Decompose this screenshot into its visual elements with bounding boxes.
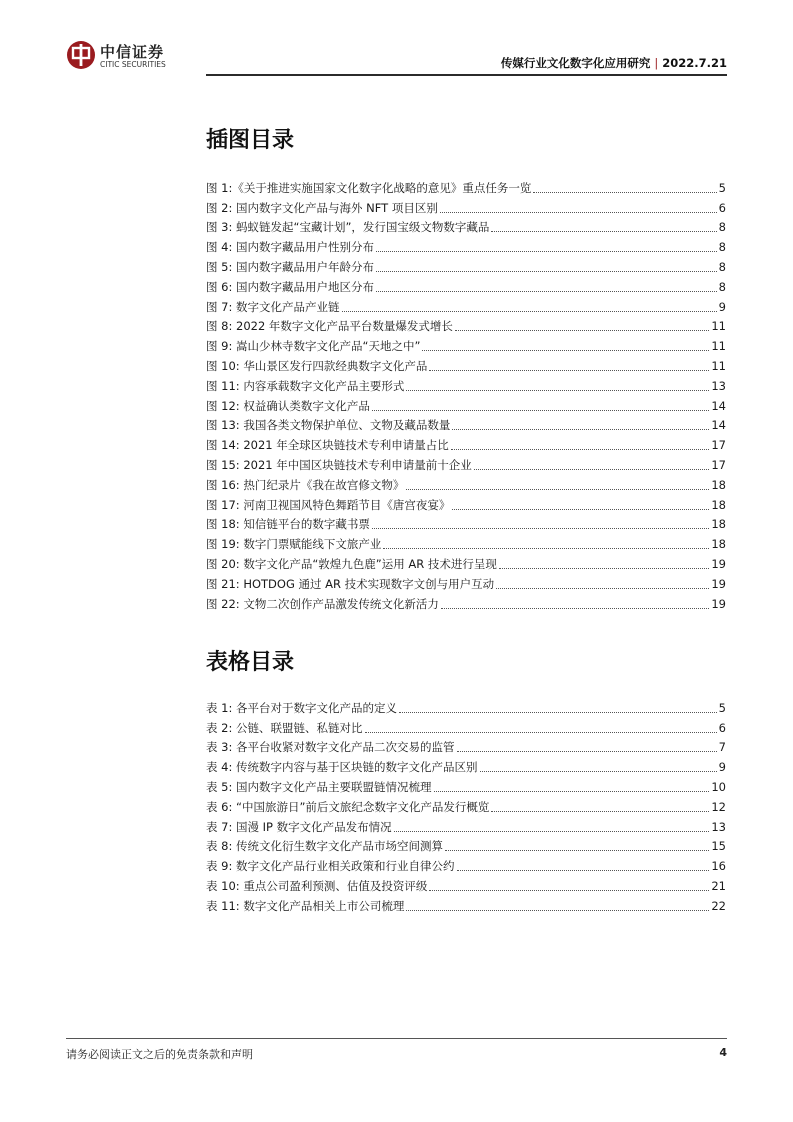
toc-entry-label: 图 12: 权益确认类数字文化产品 (206, 398, 370, 413)
toc-entry-label: 图 8: 2022 年数字文化产品平台数量爆发式增长 (206, 319, 453, 334)
toc-entry-label: 表 4: 传统数字内容与基于区块链的数字文化产品区别 (206, 760, 478, 775)
figure-toc-entry[interactable] (206, 433, 726, 453)
toc-dot-leader (342, 310, 717, 312)
header-report-info (501, 55, 727, 71)
citic-logo-icon (66, 40, 96, 70)
toc-entry-page: 12 (711, 799, 726, 814)
toc-entry-label: 图 18: 知信链平台的数字藏书票 (206, 517, 370, 532)
figure-toc-entry[interactable] (206, 394, 726, 414)
toc-dot-leader (499, 567, 709, 569)
table-toc-entry[interactable] (206, 874, 726, 894)
figure-toc-entry[interactable] (206, 354, 726, 374)
toc-entry-page: 19 (711, 596, 726, 611)
toc-entry-label: 表 3: 各平台收紧对数字文化产品二次交易的监管 (206, 740, 455, 755)
table-toc-entry[interactable] (206, 854, 726, 874)
toc-dot-leader (365, 731, 717, 733)
figure-toc-entry[interactable] (206, 414, 726, 434)
toc-entry-page: 22 (711, 898, 726, 913)
toc-entry-page: 6 (718, 720, 726, 735)
toc-entry-label: 表 7: 国漫 IP 数字文化产品发布情况 (206, 819, 392, 834)
toc-entry-page: 19 (711, 556, 726, 571)
header-separator: | (654, 56, 659, 70)
toc-entry-page: 9 (718, 760, 726, 775)
toc-entry-label: 表 10: 重点公司盈利预测、估值及投资评级 (206, 878, 428, 893)
toc-entry-page: 10 (711, 779, 726, 794)
toc-dot-leader (440, 211, 717, 213)
figure-toc-entry[interactable] (206, 235, 726, 255)
toc-entry-page: 18 (711, 517, 726, 532)
figure-toc-entry[interactable] (206, 572, 726, 592)
toc-entry-label: 图 22: 文物二次创作产品激发传统文化新活力 (206, 596, 439, 611)
toc-dot-leader (452, 508, 709, 510)
toc-dot-leader (429, 369, 709, 371)
toc-entry-label: 表 5: 国内数字文化产品主要联盟链情况梳理 (206, 779, 432, 794)
toc-entry-page: 11 (711, 339, 726, 354)
footer-disclaimer: 请务必阅读正文之后的免责条款和声明 (66, 1048, 253, 1061)
page-number: 4 (719, 1046, 727, 1059)
figure-toc-entry[interactable] (206, 374, 726, 394)
toc-entry-label: 图 9: 嵩山少林寺数字文化产品“天地之中” (206, 339, 421, 354)
figure-toc-entry[interactable] (206, 513, 726, 533)
toc-entry-label: 图 6: 国内数字藏品用户地区分布 (206, 279, 375, 294)
toc-entry-page: 19 (711, 576, 726, 591)
table-toc-entry[interactable] (206, 755, 726, 775)
toc-entry-label: 图 10: 华山景区发行四款经典数字文化产品 (206, 358, 428, 373)
toc-dot-leader (429, 889, 709, 891)
toc-dot-leader (372, 527, 710, 529)
citic-logo[interactable] (66, 40, 186, 72)
toc-entry-label: 图 19: 数字门票赋能线下文旅产业 (206, 537, 382, 552)
toc-entry-label: 图 3: 蚂蚁链发起“宝藏计划”，发行国宝级文物数字藏品 (206, 220, 490, 235)
table-toc-entry[interactable] (206, 795, 726, 815)
toc-entry-label: 表 8: 传统文化衍生数字文化产品市场空间测算 (206, 839, 443, 854)
figure-toc-entry[interactable] (206, 295, 726, 315)
toc-entry-page: 6 (718, 200, 726, 215)
figure-toc-entry[interactable] (206, 176, 726, 196)
figure-toc-entry[interactable] (206, 592, 726, 612)
toc-entry-page: 13 (711, 819, 726, 834)
toc-dot-leader (399, 711, 717, 713)
table-toc-entry[interactable] (206, 815, 726, 835)
toc-dot-leader (491, 230, 716, 232)
logo-text-cn: 中信证券 (100, 43, 165, 61)
figure-toc-entry[interactable] (206, 216, 726, 236)
figure-toc-entry[interactable] (206, 315, 726, 335)
toc-entry-label: 图 1:《关于推进实施国家文化数字化战略的意见》重点任务一览 (206, 180, 532, 195)
toc-entry-label: 表 11: 数字文化产品相关上市公司梳理 (206, 898, 405, 913)
table-toc-entry[interactable] (206, 736, 726, 756)
figure-toc-entry[interactable] (206, 334, 726, 354)
report-title: 传媒行业文化数字化应用研究 (500, 56, 651, 70)
toc-dot-leader (455, 329, 709, 331)
table-toc-entry[interactable] (206, 894, 726, 914)
figure-toc-entry[interactable] (206, 255, 726, 275)
figure-toc-entry[interactable] (206, 196, 726, 216)
toc-entry-label: 图 21: HOTDOG 通过 AR 技术实现数字文创与用户互动 (206, 576, 495, 591)
toc-entry-page: 16 (711, 859, 726, 874)
toc-dot-leader (376, 290, 717, 292)
toc-entry-page: 15 (711, 839, 726, 854)
figures-toc-list (206, 176, 726, 612)
logo-text-en: CITIC SECURITIES (100, 60, 166, 69)
table-toc-entry[interactable] (206, 775, 726, 795)
table-toc-entry[interactable] (206, 716, 726, 736)
toc-dot-leader (376, 250, 717, 252)
toc-entry-page: 8 (718, 279, 726, 294)
toc-dot-leader (406, 909, 709, 911)
toc-entry-label: 图 4: 国内数字藏品用户性别分布 (206, 240, 375, 255)
footer-divider (66, 1038, 727, 1039)
toc-entry-label: 图 16: 热门纪录片《我在故宫修文物》 (206, 477, 405, 492)
figure-toc-entry[interactable] (206, 493, 726, 513)
toc-entry-label: 表 6: “中国旅游日”前后文旅纪念数字文化产品发行概览 (206, 799, 490, 814)
figure-toc-entry[interactable] (206, 552, 726, 572)
toc-dot-leader (480, 770, 717, 772)
toc-entry-label: 图 2: 国内数字文化产品与海外 NFT 项目区别 (206, 200, 438, 215)
toc-entry-label: 图 5: 国内数字藏品用户年龄分布 (206, 259, 375, 274)
toc-dot-leader (451, 448, 710, 450)
toc-dot-leader (457, 750, 717, 752)
toc-entry-label: 表 1: 各平台对于数字文化产品的定义 (206, 700, 398, 715)
toc-entry-page: 13 (711, 378, 726, 393)
page-header (0, 0, 793, 80)
toc-entry-page: 18 (711, 537, 726, 552)
toc-dot-leader (441, 607, 710, 609)
toc-dot-leader (457, 869, 710, 871)
toc-entry-label: 图 11: 内容承载数字文化产品主要形式 (206, 378, 405, 393)
toc-entry-label: 图 20: 数字文化产品“敦煌九色鹿”运用 AR 技术进行呈现 (206, 556, 497, 571)
toc-entry-label: 图 7: 数字文化产品产业链 (206, 299, 340, 314)
toc-dot-leader (383, 547, 709, 549)
figure-toc-entry[interactable] (206, 532, 726, 552)
toc-entry-page: 21 (711, 878, 726, 893)
toc-entry-page: 8 (718, 220, 726, 235)
report-date: 2022.7.21 (662, 56, 727, 70)
toc-entry-label: 表 9: 数字文化产品行业相关政策和行业自律公约 (206, 859, 455, 874)
toc-dot-leader (372, 409, 710, 411)
toc-entry-page: 17 (711, 457, 726, 472)
toc-entry-page: 17 (711, 438, 726, 453)
figures-section-title: 插图目录 (206, 128, 295, 153)
toc-entry-page: 11 (711, 319, 726, 334)
table-toc-entry[interactable] (206, 696, 726, 716)
toc-entry-label: 图 14: 2021 年全球区块链技术专利申请量占比 (206, 438, 449, 453)
toc-dot-leader (474, 468, 710, 470)
tables-toc-list (206, 696, 726, 914)
header-divider (206, 74, 727, 76)
toc-entry-page: 8 (718, 240, 726, 255)
toc-entry-label: 图 15: 2021 年中国区块链技术专利申请量前十企业 (206, 457, 472, 472)
toc-entry-page: 18 (711, 497, 726, 512)
toc-dot-leader (406, 488, 709, 490)
toc-dot-leader (496, 587, 709, 589)
toc-dot-leader (376, 270, 717, 272)
toc-entry-page: 14 (711, 398, 726, 413)
figure-toc-entry[interactable] (206, 275, 726, 295)
toc-entry-label: 图 13: 我国各类文物保护单位、文物及藏品数量 (206, 418, 451, 433)
figure-toc-entry[interactable] (206, 453, 726, 473)
toc-entry-label: 表 2: 公链、联盟链、私链对比 (206, 720, 363, 735)
table-toc-entry[interactable] (206, 835, 726, 855)
toc-entry-label: 图 17: 河南卫视国风特色舞蹈节目《唐宫夜宴》 (206, 497, 451, 512)
toc-entry-page: 14 (711, 418, 726, 433)
tables-section-title: 表格目录 (206, 650, 295, 675)
toc-entry-page: 18 (711, 477, 726, 492)
toc-entry-page: 11 (711, 358, 726, 373)
figure-toc-entry[interactable] (206, 473, 726, 493)
toc-dot-leader (533, 191, 716, 193)
toc-entry-page: 5 (718, 700, 726, 715)
toc-dot-leader (406, 389, 709, 391)
toc-dot-leader (394, 830, 710, 832)
toc-entry-page: 9 (718, 299, 726, 314)
toc-dot-leader (452, 428, 709, 430)
toc-dot-leader (445, 849, 709, 851)
toc-dot-leader (422, 349, 709, 351)
toc-dot-leader (491, 810, 709, 812)
toc-entry-page: 8 (718, 259, 726, 274)
toc-entry-page: 7 (718, 740, 726, 755)
toc-entry-page: 5 (718, 180, 726, 195)
toc-dot-leader (434, 790, 710, 792)
